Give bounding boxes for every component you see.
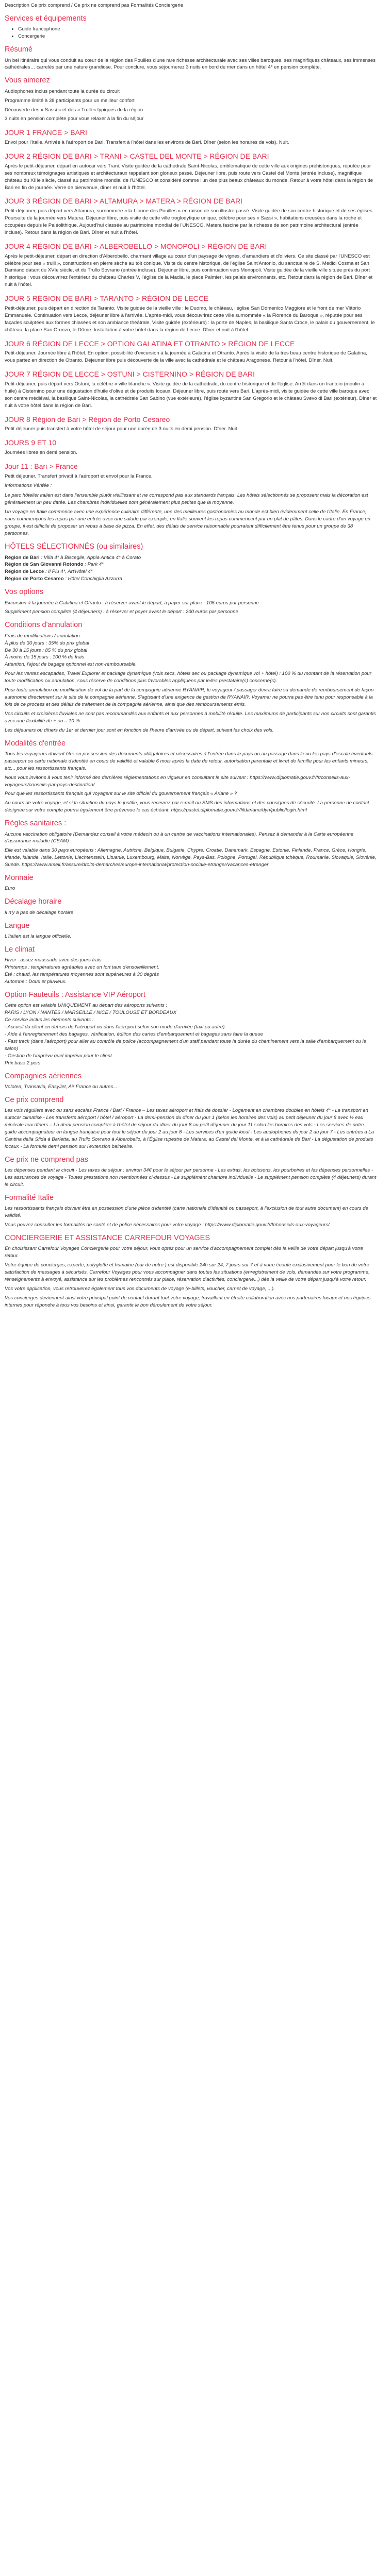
confort-line: - Gestion de l'imprévu quel imprévu pour le client (5, 1053, 112, 1059)
formalites-text: Nous vous invitons à vous tenir informé des dernières réglementations en vigueur en consultant le site suivant : https://www.diplomatie.gouv.fr/fr/conseils-aux-voyageurs/conseils-par-pays-destination/ (5, 774, 350, 788)
hotel-region: Région de San Giovanni Rotondo (5, 562, 84, 568)
climat-line: Hiver : assez maussade avec des jours frais. (5, 957, 103, 963)
day-text: Petit déjeuner. Transfert privatif à l'aéroport et envol pour la France. (5, 473, 153, 479)
hotel-name: Villa 4* à Bisceglie, Appia Antica 4* à Corato (43, 554, 141, 561)
informations-label: Informations Vérifée : (5, 482, 52, 488)
annulation-line: À moins de 15 jours : 100 % de frais (5, 654, 85, 660)
hotels-title: HÔTELS SÉLECTIONNÉS (ou similaires) (5, 543, 143, 551)
conciergerie-title: CONCIERGERIE ET ASSISTANCE CARREFOUR VOYAGES (5, 1233, 210, 1242)
day-text: Après le petit-déjeuner, départ en direction d'Alberobello, charmant village au cœur d'un paysage de vignes, d'amandiers et d'oliviers. Ce site classé par l'UNESCO est célèbre pour ses « trulli », constructions en pierre sèche au toit conique. Visite du centre historique, de l'église Saint'Antonio, du sanctuaire de S. Medici Cosma et San Damiano datant du XVIe siècle, et du Trullo Sovrano (entrée incluse). Déjeuner libre, puis continuation vers Monopoli. Visite guidée de la vieille ville située près du port historique : vous découvrirez l'extérieur du château Charles V, l'église de la Madia, le place Palmieri, les palais environnants, etc. Retour dans la région de Bari. Dîner et nuit à l'hôtel. (5, 253, 373, 288)
confort-line: - Accueil du client en dehors de l'aéroport ou dans l'aéroport selon son mode d'arrivée (taxi ou autre). (5, 1024, 226, 1030)
day-text: Petit-déjeuner, puis départ vers Altamura, surnommée « la Lionne des Pouilles » en raison de son illustre passé. Visite guidée de son centre historique et de ses églises. Poursuite de la journée vers Matera. Déjeuner libre, puis visite de cette ville troglodytique unique, célèbre pour ses « Sassi », habitations creusées dans la roche et occupées depuis le Paléolithique. Aujourd'hui classée au patrimoine mondial de l'UNESCO, Matera fascine par la richesse de son patrimoine architectural (entrée incluse). Retour dans la région de Bari. Dîner et nuit à l'hôtel. (5, 208, 374, 235)
climat-line: Automne : Doux et pluvieux. (5, 979, 67, 985)
monnaie-text: Euro (5, 886, 15, 892)
hotel-name: Hôtel Conchiglia Azzurra (68, 576, 122, 582)
options-title: Vos options (5, 588, 43, 597)
formalites-text: Tous les voyageurs doivent être en possession des documents obligatoires et nécessaires à l'entrée dans le pays ou au passage dans le ou les pays d'escale éventuels : passeport ou carte nationale d'identité en cours de validité et valable 6 mois après la date de retour, autorisation parentale et livret de famille pour les enfants mineurs, etc... pour les ressortissants français. (5, 751, 376, 771)
annulation-text: Vos circuits et croisières fluviales ne sont pas recommandés aux enfants et aux personnes à mobilité réduite. Les maximums de participants sur nos circuits sont garantis avec une flexibilité de + ou – 10 %. (5, 710, 376, 724)
day-title: JOUR 7 RÉGION DE LECCE > OSTUNI > CISTERNINO > RÉGION DE BARI (5, 370, 255, 379)
formalites-text: Au cours de votre voyage, et si la situation du pays le justifie, vous recevrez par e-mail ou SMS des informations et des consignes de sécurité. La personne de contact désignée sur votre compte pourra également être prévenue le cas échéant. https://pastel.diplomatie.gouv.fr/fildariane/dyn/public/login.html (5, 800, 369, 814)
hotel-name: Park 4* (87, 562, 104, 568)
sanitaires-text: Aucune vaccination obligatoire (Demandez conseil à votre médecin ou à un centre de vaccinations internationales). Pensez à demander à la Carte européenne d'assurance maladie (CEAM) : (5, 831, 354, 844)
day-text: Petit-déjeuner, puis départ vers Ostuni, la célèbre « ville blanche ». Visite guidée de la cathédrale, du centre historique et de l'église. Arrêt dans un frantoio (moulin à huile) à Cisternino pour une dégustation d'huile d'olive et de produits locaux. Déjeuner libre, puis route vers Bari. L'après-midi, visite guidée de cette ville baroque avec son centre médiéval, la basilique Saint-Nicolas, la cathédrale San Sabino (vue extérieure), l'église byzantine San Gregorio et le château Svevo di Bari (extérieur). Dîner et nuit à votre hôtel dans la région de Bari. (5, 381, 377, 409)
informations-text: Un voyage en Italie commence avec une expérience culinaire différente, une des meilleures gastronomies au monde est bien évidemment celle de l'Italie. En France, nous commençons les repas par une entrée avec une salade par exemple, en Italie souvent les repas commencent par un plat de pâtes. Dans le cadre d'un voyage en groupe, il est difficile de proposer un repas à base de pizza. En effet, des délais de service raisonnable pourraient difficilement être tenus pour un groupe de 38 personnes. (5, 509, 371, 537)
compagnies-text: Volotea, Transavia, EasyJet, Air France ou autres... (5, 1083, 118, 1090)
noncompris-title: Ce prix ne comprend pas (5, 1155, 88, 1164)
aimerez-item: Audiophones inclus pendant toute la durée du circuit (5, 88, 120, 94)
conciergerie-text: Votre équipe de concierges, experte, polyglotte et humaine (par de notre ) est disponible 24h sur 24, 7 jours sur 7 et à votre écoute exclusivement pour le bon de votre satisfaction de messages à sécurisés. Carrefour Voyages pour vous accompagner dans toutes les situations (enregistrement de vols, demandes sur votre programme, renseignements à envoyé, assistance sur les problèmes rencontrés sur place, réservation d'activités, conciergerie...) dès la veille de votre départ jusqu'à votre retour. (5, 1262, 370, 1282)
day-text: Petit déjeuner puis transfert à votre hôtel de séjour pour une durée de 3 nuits en demi pension. Dîner. Nuit. (5, 426, 239, 432)
services-list (5, 26, 377, 40)
conciergerie-text: Vos concierges deviennent ainsi votre principal point de contact durant tout votre voyage, travaillant en étroite collaboration avec nos partenaires locaux et nos équipes internes pour répondre à tous vos besoins et ainsi, garantir le bon déroulement de votre séjour. (5, 1295, 371, 1308)
day-text: Petit-déjeuner. Journée libre à l'hôtel. En option, possibilité d'excursion à la journée à Galatina et Otranto. Après la visite de la très beau centre historique de Galatina, vous partez en direction de Otranto. Déjeuner libre puis découverte de la ville avec la cathédrale et le château Aragonese. Retour à l'hôtel. Dîner. Nuit. (5, 350, 367, 364)
climat-line: Été : chaud, les températures moyennes sont supérieures à 30 degrés (5, 972, 159, 978)
annulation-text: Les déjeuners ou dîners du 1er et dernier jour sont en fonction de l'heure d'arrivée ou de départ, suivant les choix des vols. (5, 727, 274, 733)
confort-title: Option Fauteuils : Assistance VIP Aéroport (5, 990, 145, 999)
resume-title: Résumé (5, 45, 32, 54)
formalites-text: Pour que les ressortissants français qui voyagent sur le site officiel du gouvernement français « Ariane » ? (5, 791, 237, 797)
confort-block (5, 1002, 377, 1066)
day-title: JOUR 4 RÉGION DE BARI > ALBEROBELLO > MONOPOLI > RÉGION DE BARI (5, 242, 267, 250)
annulation-line: À plus de 30 jours : 35% du prix global (5, 640, 89, 646)
day-text: Après le petit-déjeuner, départ en autocar vers Trani. Visite guidée de la cathédrale Saint-Nicolas, emblématique de cette ville aux origines préhistoriques, réputée pour ses nombreux témoignages artistiques et architecturaux rappelant son glorieux passé. Déjeuner libre, puis route vers Castel del Monte (entrée incluse), magnifique château du XIIIe siècle, classé au patrimoine mondial de l'UNESCO et considéré comme l'un des plus beaux châteaux du monde. Retour à votre hôtel dans la région de Bari en fin de journée. Verre de bienvenue, dîner et nuit à l'hôtel. (5, 163, 373, 191)
decalage-text: Il n'y a pas de décalage horaire (5, 909, 74, 916)
climat-block (5, 957, 377, 986)
noncompris-text: Les dépenses pendant le circuit - Les taxes de séjour : environ 34€ pour le séjour par personne - Les extras, les boissons, les pourboires et les dépenses personnelles - Les assurances de voyage - Toutes prestations non mentionnées ci-dessus - Le supplément chambre individuelle - Le supplément pension complète (4 déjeuners) durant le circuit. (5, 1167, 377, 1188)
confort-line: PARIS / LYON / NANTES / MARSEILLE / NICE / TOULOUSE ET BORDEAUX (5, 1010, 177, 1016)
compagnies-title: Compagnies aériennes (5, 1072, 82, 1080)
day-title: JOURS 9 ET 10 (5, 438, 57, 447)
compris-title: Ce prix comprend (5, 1095, 64, 1104)
conciergerie-block (5, 1245, 377, 1309)
climat-title: Le climat (5, 945, 35, 954)
informations-block (5, 482, 377, 537)
confort-line: Ce service inclus les éléments suivants : (5, 1017, 94, 1023)
annulation-title: Conditions d'annulation (5, 621, 83, 630)
hotel-region: Région de Bari (5, 554, 40, 561)
annulation-intro: Frais de modifications / annulation : (5, 633, 83, 639)
langue-text: L'italien est la langue officielle. (5, 934, 72, 940)
day-title: Jour 11 : Bari > France (5, 462, 78, 471)
aimerez-item: Programme limité à 38 participants pour un meilleur confort (5, 97, 135, 104)
hotels-list (5, 554, 377, 583)
itinerary (5, 128, 377, 480)
confort-line: Prix base 2 pers (5, 1060, 41, 1066)
confort-line: Cette option est valable UNIQUEMENT au départ des aéroports suivants : (5, 1003, 168, 1009)
option-line: Supplément pension complète (4 déjeuners) : à réserver et payer avant le départ : 200 euros par personne (5, 609, 238, 615)
formalite-title: Formalité Italie (5, 1193, 54, 1202)
formalite-block (5, 1205, 377, 1229)
monnaie-title: Monnaie (5, 874, 34, 883)
list-item: • Guide francophone (18, 26, 377, 33)
day-title: JOUR 1 FRANCE > BARI (5, 128, 87, 137)
hotel-item: Région de San Giovanni Rotondo : Park 4* (5, 562, 104, 568)
day-title: JOUR 6 RÉGION DE LECCE > OPTION GALATINA ET OTRANTO > RÉGION DE LECCE (5, 339, 295, 348)
aimerez-item: 3 nuits en pension complète pour vous relaxer à la fin du séjour (5, 116, 144, 122)
resume-text: Un bel itinéraire qui vous conduit au cœur de la région des Pouilles d'une rare richesse architecturale avec ses villes baroques, ses magnifiques châteaux, ses immenses cathédrales… carrelés par une nature grandiose. Pour conclure, vous séjournerez 3 nuits en bord de mer dans un hôtel 4* en pension complète. (5, 57, 376, 71)
compris-text: Les vols réguliers avec ou sans escales France / Bari / France – Les taxes aéroport et frais de dossier - Logement en chambres doubles en hôtels 4* - Le transport en autocar climatisé - Les transferts aéroport / hôtel / aéroport - La demi-pension du dîner du jour 1 (selon les horaires des vols) au petit déjeuner du jour 8 avec ½ eau minérale aux dîners – La demi pension complète à l'hôtel de séjour du dîner du jour 8 au petit déjeuner du jour 11 selon les horaires des vols - Les services de notre guide accompagnateur en langue française pour tout le séjour du jour 2 au jour 8 - Les services d'un guide local - Les audiophones du jour 2 au jour 7 - Les entrées à La Cantina della Sfida à Barletta, au Trullo Sovrano à Alberobello, à l'Église rupestre de Matera, au Castel del Monte, et à la cathédrale de Bari - La dégustation de produits locaux - La formule demi pension sur l'extension balnéaire. (5, 1108, 374, 1149)
annulation-text: Pour toute annulation ou modification de vol de la part de la compagnie aérienne RYANAIR, le voyageur / passager devra faire sa demande de remboursement de façon autonome directement sur le site de la compagnie aérienne. S'agissant d'une exigence de gestion de RYANAIR, Voyamar ne pourra pas être tenu pour responsable à la fois de ce process et des délais de traitement de la compagnie aérienne, ainsi que des remboursements émis. (5, 687, 374, 707)
tab-links-text: Description Ce prix comprend / Ce prix ne comprend pas Formalités Conciergerie (5, 3, 184, 8)
hotel-item: Région de Porto Cesareo : Hôtel Conchiglia Azzurra (5, 576, 122, 582)
hotel-item: Région de Lecce : Il Piu 4*, Art'Hôtel 4* (5, 569, 93, 575)
day-text: Journées libres en demi pension. (5, 450, 77, 456)
confort-line: - Aide à l'enregistrement des bagages, vérification, édition des cartes d'embarquement et bagages sans faire la queue (5, 1031, 263, 1037)
decalage-title: Décalage horaire (5, 897, 62, 906)
day-title: JOUR 5 RÉGION DE BARI > TARANTO > RÉGION DE LECCE (5, 294, 209, 303)
sanitaires-text: Elle est valable dans 30 pays européens : Allemagne, Autriche, Belgique, Bulgarie, Chypre, Croatie, Danemark, Espagne, Estonie, Finlande, France, Grèce, Hongrie, Irlande, Islande, Italie, Lettonie, Liechtenstein, Lituanie, Luxembourg, Malte, Norvège, Pays-Bas, Pologne, Portugal, République tchèque, Roumanie, Slovaquie, Slovénie, Suède. https://www.ameli.fr/assure/droits-demarches/europe-international/protection-sociale-etranger/vacances-etranger (5, 848, 377, 868)
list-item: • Concergerie (18, 33, 377, 40)
annulation-text: Pour les ventes escapades, Travel Explorer et package dynamique (vols secs, hôtels sec ou package dynamique vol + hôtel) : 100 % du montant de la réservation pour toute modification ou annulation, sous réserve de conditions plus favorables appliquées par le/les prestataire(s) concerné(s). (5, 671, 371, 684)
option-line: Excursion à la journée à Galatina et Otranto : à réserver avant le départ, à payer sur place : 105 euros par personne (5, 600, 259, 606)
sanitaires-title: Règles sanitaires : (5, 819, 67, 828)
aimerez-item: Découverte des « Sassi » et des « Trulli » typiques de la région (5, 107, 143, 113)
services-title: Services et équipements (5, 14, 87, 23)
conciergerie-text: En choisissant Carrefour Voyages Conciergerie pour votre séjour, vous optez pour un service d'accompagnement complet dès la veille de votre départ jusqu'à votre retour. (5, 1246, 363, 1259)
day-text: Petit-déjeuner, puis départ en direction de Taranto. Visite guidée de la vieille ville : le Duomo, le château, l'église San Domenico Maggiore et le front de mer Vittorio Emmanuele. Continuation vers Lecce, déjeuner libre à l'arrivée. L'après-midi, vous découvrirez cette ville surnommée « la Florence du Baroque », réputée pour ses façades sculptées aux formes chiasées et son ambiance théâtrale. Visite guidée (extérieurs) : la porte de Naples, la basilique Santa Croce, le palais du gouvernement, le château, la place San Oronzo, le Dôme. Installation à votre hôtel dans la région de Lecce. Dîner et nuit à l'hôtel. (5, 306, 375, 333)
aimerez-title: Vous aimerez (5, 76, 50, 85)
annulation-line: De 30 à 15 jours : 85 % du prix global (5, 647, 87, 653)
conciergerie-text: Vos votre application, vous retrouverez également tous vos documents de voyage (e-billets, voucher, carnet de voyage, ...). (5, 1285, 275, 1292)
sanitaires-block (5, 831, 377, 869)
formalites-block (5, 751, 377, 814)
day-title: JOUR 3 RÉGION DE BARI > ALTAMURA > MATERA > RÉGION DE BARI (5, 197, 242, 206)
formalite-text: Les ressortissants français doivent être en possession d'une pièce d'identité (carte nationale d'identité ou passeport, à l'exclusion de tout autre document) en cours de validité. (5, 1206, 368, 1219)
hotel-name: Il Piu 4*, Art'Hôtel 4* (48, 569, 93, 575)
annulation-block (5, 633, 377, 734)
hotel-item: Région de Bari : Villa 4* à Bisceglie, Appia Antica 4* à Corato (5, 554, 141, 561)
annulation-line: Attention, l'ajout de bagage optionnel est non-remboursable. (5, 662, 137, 668)
day-title: JOUR 2 RÉGION DE BARI > TRANI > CASTEL DEL MONTE > RÉGION DE BARI (5, 152, 269, 161)
hotel-region: Région de Lecce (5, 569, 44, 575)
day-title: JOUR 8 Région de Bari > Région de Porto Cesareo (5, 415, 170, 423)
hotel-region: Région de Porto Cesareo (5, 576, 64, 582)
langue-title: Langue (5, 921, 30, 930)
informations-text: Le parc hôtelier italien est dans l'ensemble plutôt vieillissant et ne correspond pas aux standards français. Les hôtels sélectionnés se proposent mais la décoration est généralement un peu datée. Les chambres individuelles sont généralement plus petites que la moyenne. (5, 492, 368, 505)
day-text: Envol pour l'Italie. Arrivée à l'aéroport de Bari. Transfert à l'hôtel dans les environs de Bari. Dîner (selon les horaires de vols). Nuit. (5, 140, 289, 146)
formalites-title: Modalités d'entrée (5, 739, 66, 748)
climat-line: Printemps : températures agréables avec un fort taux d'ensoleillement. (5, 964, 159, 971)
confort-line: - Fast track (dans l'aéroport) pour aller au contrôle de police (accompagnement d'un staff pendant toute la durée du cheminement vers la salle d'embarquement ou le salon) (5, 1038, 366, 1052)
formalite-text: Vous pouvez consulter les formalités de santé et de police nécessaires pour votre voyage : https://www.diplomatie.gouv.fr/fr/conseils-aux-voyageurs/ (5, 1222, 330, 1228)
